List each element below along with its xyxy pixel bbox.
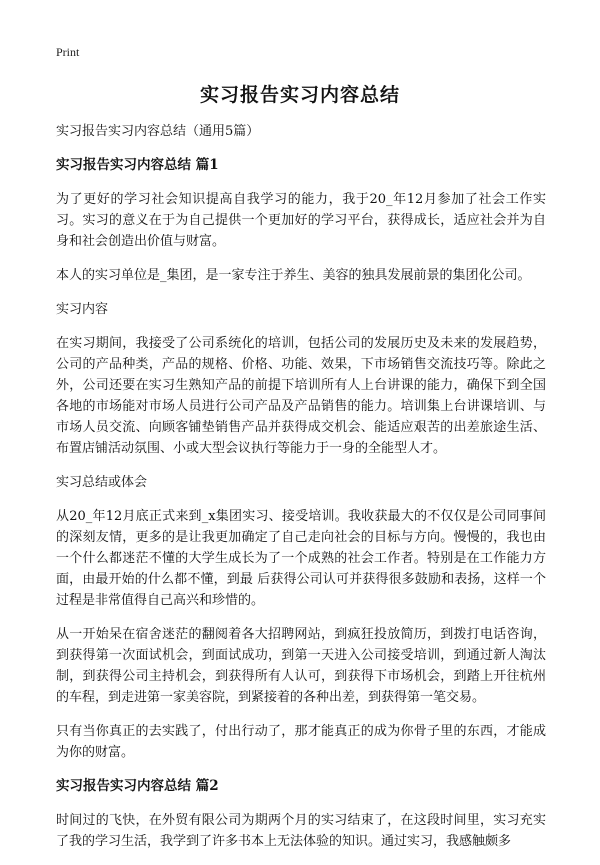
document-title: 实习报告实习内容总结	[199, 84, 400, 106]
document-subtitle: 实习报告实习内容总结（通用5篇）	[56, 124, 260, 139]
print-label: Print	[56, 45, 80, 59]
paragraph-6: 只有当你真正的去实践了，付出行动了，那才能真正的成为你骨子里的东西，才能成为你的财富。	[56, 724, 546, 760]
label-internship-summary: 实习总结或体会	[56, 475, 148, 490]
document-body	[56, 121, 546, 865]
paragraph-4: 从20_年12月底正式来到_x集团实习、接受培训。我收获最大的不仅仅是公司同事间的深刻友情，更多的是让我更加确定了自己走向社会的目标与方向。慢慢的，我也由一个什么都迷茫不懂的大学生成长为了一个成熟的社会工作者。特别是在工作能力方面，由最开始的什么都不懂，到最 后获得公司认可并获得很多鼓励和表扬，这样一个过程是非常值得自己高兴和珍惜的。	[56, 509, 546, 608]
section-heading-1: 实习报告实习内容总结 篇1	[56, 157, 219, 173]
paragraph-1: 为了更好的学习社会知识提高自我学习的能力，我于20_年12月参加了社会工作实习。实习的意义在于为自己提供一个更加好的学习平台，获得成长，适应社会并为自身和社会创造出价值与财富。	[56, 192, 546, 249]
paragraph-3: 在实习期间，我接受了公司系统化的培训，包括公司的发展历史及未来的发展趋势，公司的产品种类，产品的规格、价格、功能、效果，下市场销售交流技巧等。除此之外，公司还要在实习生熟知产品的前提下培训所有人上台讲课的能力，确保下到全国各地的市场能对市场人员进行公司产品及产品销售的能力。培训集上台讲课培训、与市场人员交流、向顾客铺垫销售产品并获得成交机会、能适应艰苦的出差旅途生活、布置店铺活动氛围、小或大型会议执行等能力于一身的全能型人才。	[56, 336, 546, 456]
section-heading-2: 实习报告实习内容总结 篇2	[56, 778, 219, 794]
paragraph-7: 时间过的飞快，在外贸有限公司为期两个月的实习结束了，在这段时间里，实习充实了我的学习生活，我学到了许多书本上无法体验的知识。通过实习，我感触颇多	[56, 813, 546, 849]
paragraph-2: 本人的实习单位是_集团，是一家专注于养生、美容的独具发展前景的集团化公司。	[56, 268, 531, 283]
paragraph-5: 从一开始呆在宿舍迷茫的翻阅着各大招聘网站，到疯狂投放简历，到拨打电话咨询，到获得第一次面试机会，到面试成功，到第一天进入公司接受培训，到通过新人淘汰制，到获得公司主持机会，到获得所有人认可，到获得下市场机会，到踏上开往杭州的车程，到走进第一家美容院，到紧接着的各种出差，到获得第一笔交易。	[56, 627, 546, 705]
label-internship-content: 实习内容	[56, 302, 109, 317]
